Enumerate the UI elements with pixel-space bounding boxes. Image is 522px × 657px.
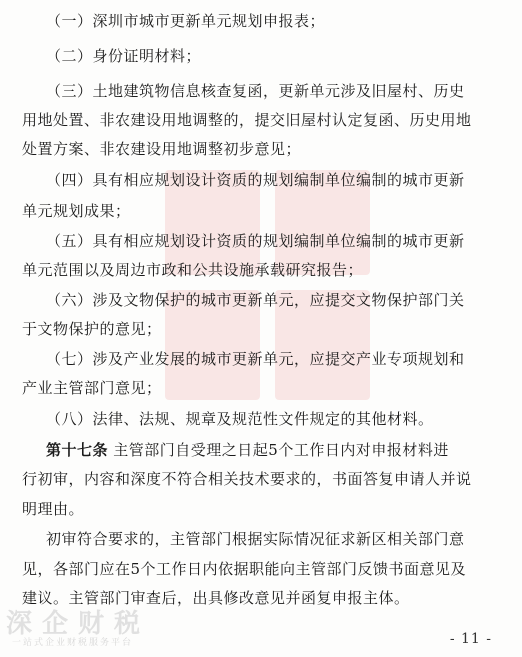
item-4-line-2: 单元规划成果； (22, 202, 131, 220)
page-number: - 11 - (449, 631, 492, 647)
item-3-line-1: （三）土地建筑物信息核查复函，更新单元涉及旧屋村、历史 (46, 82, 465, 100)
article-17-text-1: 主管部门自受理之日起5个工作日内对申报材料进 (113, 441, 449, 459)
footer-logo-subtitle: 一站式企业财税服务平台 (12, 638, 134, 648)
article-17-label: 第十七条 (46, 441, 109, 459)
paragraph-2-line-2: 见，各部门应在5个工作日内依据职能向主管部门反馈书面意见及 (22, 560, 467, 578)
article-17-line-2: 行初审，内容和深度不符合相关技术要求的，书面答复申请人并说 (22, 470, 472, 488)
watermark-logo (165, 150, 385, 420)
footer-logo (6, 603, 156, 651)
paragraph-2-line-3: 建议。主管部门审查后，出具修改意见并函复申报主体。 (22, 589, 410, 607)
item-5-line-1: （五）具有相应规划设计资质的规划编制单位编制的城市更新 (46, 232, 465, 250)
item-7-line-2: 产业主管部门意见； (22, 379, 162, 397)
item-3-line-2: 用地处置、非农建设用地调整的，提交旧屋村认定复函、历史用地 (22, 111, 472, 129)
article-17-line-3: 明理由。 (22, 500, 85, 518)
item-4-line-1: （四）具有相应规划设计资质的规划编制单位编制的城市更新 (46, 171, 465, 189)
item-8: （八）法律、法规、规章及规范性文件规定的其他材料。 (46, 410, 434, 428)
article-17-line-1 (46, 440, 449, 460)
item-5-line-2: 单元范围以及周边市政和公共设施承载研究报告； (22, 261, 364, 279)
item-2: （二）身份证明材料； (46, 47, 202, 65)
item-7-line-1: （七）涉及产业发展的城市更新单元，应提交产业专项规划和 (46, 350, 465, 368)
item-1: （一）深圳市城市更新单元规划申报表； (46, 12, 326, 30)
item-6-line-1: （六）涉及文物保护的城市更新单元，应提交文物保护部门关 (46, 291, 465, 309)
paragraph-2-line-1: 初审符合要求的，主管部门根据实际情况征求新区相关部门意 (46, 530, 465, 548)
item-3-line-3: 处置方案、非农建设用地调整初步意见； (22, 140, 302, 158)
footer-logo-text: 深企财税 (6, 609, 151, 639)
item-6-line-2: 于文物保护的意见； (22, 320, 162, 338)
